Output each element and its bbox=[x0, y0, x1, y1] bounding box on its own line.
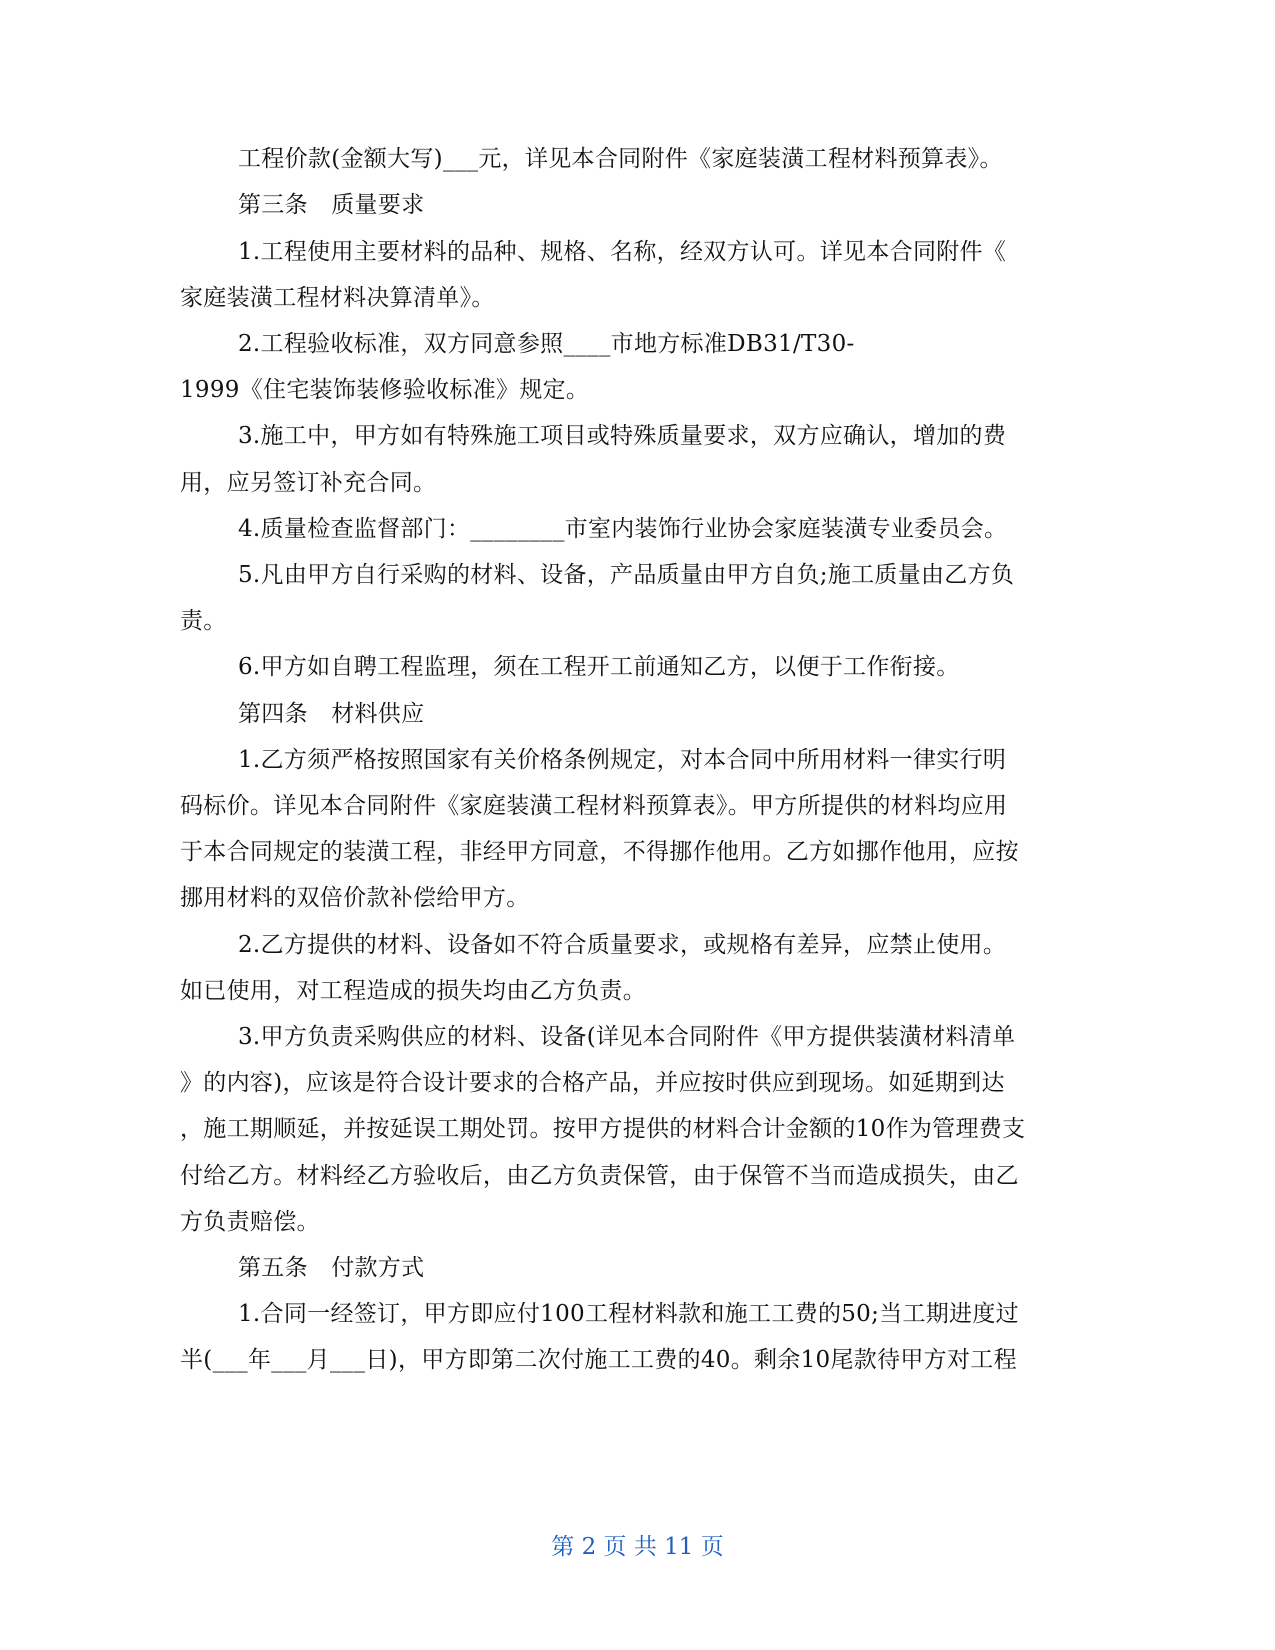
text-line: 码标价。详见本合同附件《家庭装潢工程材料预算表》。甲方所提供的材料均应用 bbox=[180, 793, 1008, 819]
text-line: ，施工期顺延，并按延误工期处罚。按甲方提供的材料合计金额的10作为管理费支 bbox=[180, 1116, 1026, 1142]
text-line: 1999《住宅装饰装修验收标准》规定。 bbox=[180, 377, 590, 403]
text-line: 挪用材料的双倍价款补偿给甲方。 bbox=[180, 885, 530, 911]
text-line: 于本合同规定的装潢工程，非经甲方同意，不得挪作他用。乙方如挪作他用，应按 bbox=[180, 839, 1019, 865]
text-line: 工程价款(金额大写)___元，详见本合同附件《家庭装潢工程材料预算表》。 bbox=[238, 146, 1003, 172]
section-heading: 第三条 质量要求 bbox=[238, 192, 425, 218]
text-line: 付给乙方。材料经乙方验收后，由乙方负责保管，由于保管不当而造成损失，由乙 bbox=[180, 1163, 1019, 1189]
text-line: 2.工程验收标准，双方同意参照____市地方标准DB31/T30- bbox=[238, 331, 855, 357]
section-heading: 第五条 付款方式 bbox=[238, 1255, 425, 1281]
text-line: 1.乙方须严格按照国家有关价格条例规定，对本合同中所用材料一律实行明 bbox=[238, 747, 1007, 773]
text-line: 6.甲方如自聘工程监理，须在工程开工前通知乙方，以便于工作衔接。 bbox=[238, 654, 960, 680]
text-line: 1.工程使用主要材料的品种、规格、名称，经双方认可。详见本合同附件《 bbox=[238, 239, 1007, 265]
text-line: 4.质量检查监督部门：________市室内装饰行业协会家庭装潢专业委员会。 bbox=[238, 516, 1008, 542]
text-line: 责。 bbox=[180, 608, 227, 634]
text-line: 3.甲方负责采购供应的材料、设备(详见本合同附件《甲方提供装潢材料清单 bbox=[238, 1024, 1016, 1050]
text-line: 3.施工中，甲方如有特殊施工项目或特殊质量要求，双方应确认，增加的费 bbox=[238, 423, 1007, 449]
section-heading: 第四条 材料供应 bbox=[238, 701, 425, 727]
page-number-footer bbox=[0, 1532, 1275, 1562]
text-line: 如已使用，对工程造成的损失均由乙方负责。 bbox=[180, 978, 646, 1004]
text-line: 方负责赔偿。 bbox=[180, 1209, 320, 1235]
text-line: 2.乙方提供的材料、设备如不符合质量要求，或规格有差异，应禁止使用。 bbox=[238, 932, 1007, 958]
text-line: 5.凡由甲方自行采购的材料、设备，产品质量由甲方自负;施工质量由乙方负 bbox=[238, 562, 1015, 588]
text-line: 1.合同一经签订，甲方即应付100工程材料款和施工工费的50;当工期进度过 bbox=[238, 1301, 1019, 1327]
text-line: 用，应另签订补充合同。 bbox=[180, 470, 437, 496]
text-line: 半(___年___月___日)，甲方即第二次付施工工费的40。剩余10尾款待甲方对工程 bbox=[180, 1347, 1017, 1373]
text-line: 》的内容)，应该是符合设计要求的合格产品，并应按时供应到现场。如延期到达 bbox=[180, 1070, 1005, 1096]
text-line: 家庭装潢工程材料决算清单》。 bbox=[180, 285, 495, 311]
page-number-text: 第 2 页 共 11 页 bbox=[551, 1534, 724, 1560]
